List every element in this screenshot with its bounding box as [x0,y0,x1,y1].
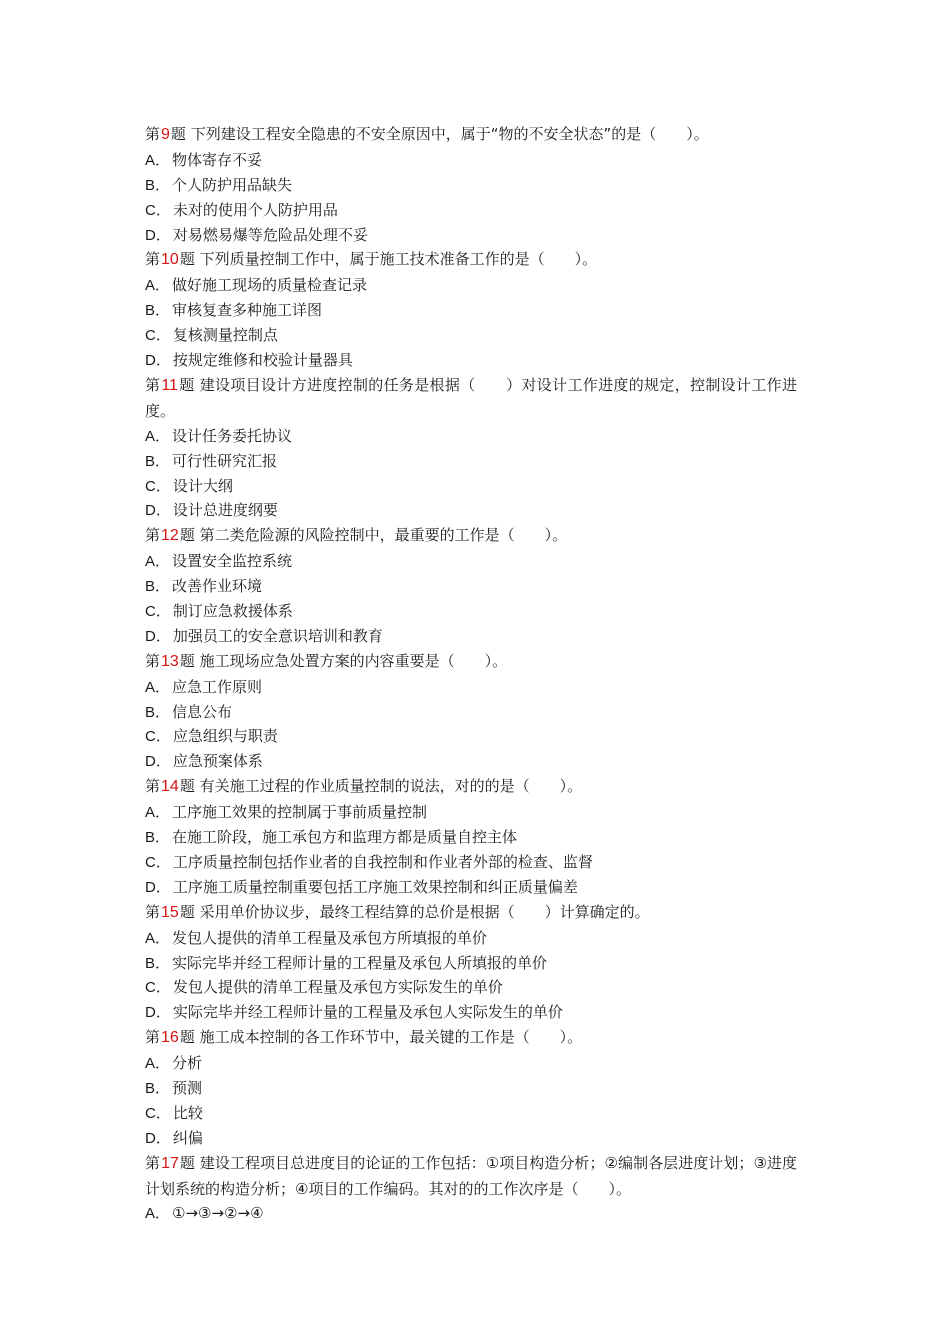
option-letter: B． [145,1079,171,1097]
option-text: 纠偏 [172,1128,203,1147]
option-b [145,951,797,976]
question-number: 15 [161,903,179,921]
option-letter: C． [145,327,171,345]
option-letter: A． [145,1205,171,1223]
question-number: 16 [161,1029,179,1047]
option-a [145,800,797,825]
option-c [145,1101,797,1126]
option-text: 做好施工现场的质量检查记录 [172,276,368,295]
option-c [145,724,797,749]
option-c [145,850,797,875]
option-d [145,875,797,900]
option-letter: C． [145,603,171,620]
question-number: 13 [161,652,179,670]
option-a [145,675,797,700]
option-letter: B． [145,829,171,847]
option-text: 应急工作原则 [172,677,263,696]
option-letter: D． [145,502,171,520]
option-text: 设置安全监控系统 [172,552,293,571]
question-text: 第二类危险源的风险控制中，最重要的工作是（ ）。 [199,526,568,545]
question-prefix: 第 [145,375,161,394]
option-letter: B． [145,703,171,721]
option-text: 设计大纲 [172,476,233,495]
question-text: 建设项目设计方进度控制的任务是根据（ ）对设计工作进度的规定，控制设计工作进度。 [145,375,797,420]
option-letter: C． [145,1104,171,1122]
option-letter: D． [145,627,171,645]
question-text: 有关施工过程的作业质量控制的说法，对的的是（ ）。 [199,777,583,796]
option-text: 分析 [172,1054,203,1073]
option-text: 应急组织与职责 [172,727,278,746]
option-text: 工序施工效果的控制属于事前质量控制 [172,803,428,822]
question-text: 施工成本控制的各工作环节中，最关键的工作是（ ）。 [199,1028,583,1047]
question-prefix: 第 [145,250,161,269]
option-letter: C． [145,477,171,495]
option-letter: C． [145,201,171,219]
option-letter: A． [145,1055,171,1073]
option-d [145,1126,797,1151]
option-letter: B． [145,954,171,972]
question-suffix: 题 [179,651,195,670]
question-stem [145,1151,797,1202]
option-letter: A． [145,929,171,947]
option-letter: A． [145,151,171,169]
option-text: 工序施工质量控制重要包括工序施工效果控制和纠正质量偏差 [172,877,578,896]
option-text: 实际完毕并经工程师计量的工程量及承包人所填报的单价 [172,953,548,972]
question-text: 下列质量控制工作中，属于施工技术准备工作的是（ ）。 [199,250,598,269]
option-letter: C． [145,853,171,871]
option-letter: B． [145,578,171,596]
question-prefix: 第 [145,902,161,921]
question-prefix: 第 [145,651,161,670]
option-b [145,574,797,599]
option-a [145,549,797,574]
option-text: 制订应急救援体系 [172,602,293,620]
option-b [145,1076,797,1101]
option-c [145,198,797,223]
option-letter: A． [145,553,171,571]
question-suffix: 题 [179,526,195,545]
option-c [145,474,797,499]
question-stem [145,774,797,800]
option-c [145,975,797,1000]
question-text: 建设工程项目总进度目的论证的工作包括：①项目构造分析；②编制各层进度计划；③进度计划系统的构造分析；④项目的工作编码。其对的的工作次序是（ ）。 [145,1153,797,1198]
question-prefix: 第 [145,1028,161,1047]
option-b [145,700,797,725]
question-number: 11 [161,376,178,394]
option-d [145,624,797,649]
option-text: 未对的使用个人防护用品 [172,200,338,219]
option-letter: B． [145,302,171,320]
option-text: 审核复查多种施工详图 [172,301,323,320]
question-stem [145,649,797,675]
option-a [145,1201,797,1226]
option-a [145,424,797,449]
option-text: 设计总进度纲要 [172,501,278,520]
question-number: 17 [161,1154,179,1172]
question-stem [145,900,797,926]
option-text: 比较 [172,1103,203,1122]
option-b [145,298,797,323]
option-text: 个人防护用品缺失 [172,175,293,194]
option-letter: D． [145,753,171,771]
option-letter: A． [145,277,171,295]
option-letter: D． [145,352,171,370]
option-d [145,1000,797,1025]
question-number: 12 [161,527,179,545]
option-a [145,148,797,173]
option-letter: A． [145,678,171,696]
option-letter: D． [145,1129,171,1147]
option-text: 按规定维修和校验计量器具 [172,351,353,370]
option-b [145,825,797,850]
question-text: 施工现场应急处置方案的内容重要是（ ）。 [199,651,508,670]
option-text: 工序质量控制包括作业者的自我控制和作业者外部的检查、监督 [172,852,593,871]
option-letter: D． [145,878,171,896]
option-text: 加强员工的安全意识培训和教育 [172,626,383,645]
option-text: 在施工阶段，施工承包方和监理方都是质量自控主体 [172,828,518,847]
option-text: 信息公布 [172,702,233,721]
question-stem [145,122,797,148]
option-text: 预测 [172,1078,203,1097]
exam-page [145,122,797,1226]
question-suffix: 题 [178,375,195,394]
option-a [145,273,797,298]
option-text: 实际完毕并经工程师计量的工程量及承包人实际发生的单价 [172,1003,563,1022]
option-c [145,323,797,348]
option-text: 物体寄存不妥 [172,150,263,169]
option-b [145,449,797,474]
option-letter: A． [145,804,171,822]
question-number: 9 [161,126,170,143]
option-d [145,348,797,373]
question-number: 14 [161,778,179,796]
question-text: 采用单价协议步，最终工程结算的总价是根据（ ）计算确定的。 [199,902,650,921]
option-letter: B． [145,176,171,194]
question-prefix: 第 [145,777,161,796]
question-stem [145,247,797,273]
option-letter: D． [145,226,171,244]
question-stem [145,1025,797,1051]
option-letter: A． [145,427,171,445]
question-stem [145,523,797,549]
question-suffix: 题 [170,125,186,143]
option-text: 设计任务委托协议 [172,426,293,445]
question-prefix: 第 [145,1153,161,1172]
option-letter: C． [145,728,171,746]
option-a [145,1051,797,1076]
option-text: 改善作业环境 [172,577,263,596]
option-c [145,599,797,624]
option-text: 复核测量控制点 [172,326,278,345]
question-suffix: 题 [179,1028,195,1047]
option-text: ①→③→②→④ [172,1204,264,1223]
question-prefix: 第 [145,526,161,545]
question-suffix: 题 [179,1153,195,1172]
option-letter: B． [145,452,171,470]
option-d [145,223,797,248]
question-text: 下列建设工程安全隐患的不安全原因中，属于“物的不安全状态”的是（ ）。 [190,125,709,143]
question-suffix: 题 [179,902,195,921]
option-d [145,749,797,774]
question-stem [145,373,797,424]
option-text: 应急预案体系 [172,752,263,771]
option-text: 可行性研究汇报 [172,451,278,470]
option-text: 发包人提供的清单工程量及承包方实际发生的单价 [172,978,503,997]
option-letter: C． [145,979,171,997]
option-text: 发包人提供的清单工程量及承包方所填报的单价 [172,928,488,947]
question-suffix: 题 [179,777,195,796]
option-text: 对易燃易爆等危险品处理不妥 [172,225,368,244]
option-d [145,498,797,523]
option-a [145,926,797,951]
question-prefix: 第 [145,125,161,143]
question-number: 10 [161,251,179,269]
option-letter: D． [145,1004,171,1022]
question-suffix: 题 [179,250,195,269]
option-b [145,173,797,198]
